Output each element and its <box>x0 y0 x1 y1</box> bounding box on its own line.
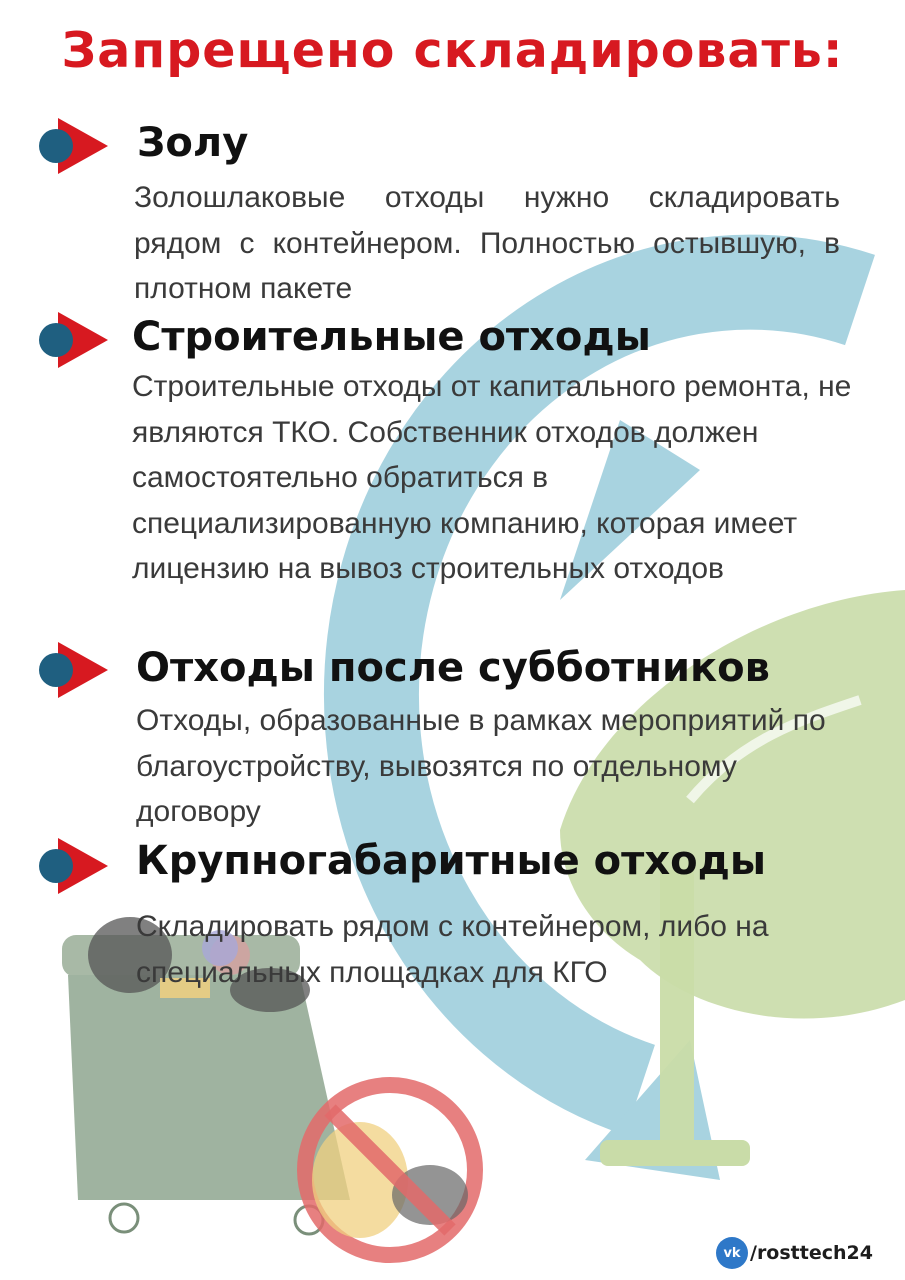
section-heading: Крупногабаритные отходы <box>136 838 767 884</box>
vk-link[interactable] <box>716 1236 873 1270</box>
section-heading: Отходы после субботников <box>136 645 770 691</box>
bullet-arrow-icon <box>38 836 110 896</box>
prohibition-sign-icon <box>305 1085 475 1255</box>
bullet-arrow-icon <box>38 116 110 176</box>
bullet-arrow-icon <box>38 640 110 700</box>
section-text: Строительные отходы от капитального ремонта, не являются ТКО. Собственник отходов должен самостоятельно обратиться в специализированную компанию, которая имеет лицензию на вывоз строительных отходов <box>132 370 852 585</box>
section-heading: Строительные отходы <box>132 314 651 360</box>
social-handle: /rosttech24 <box>750 1242 873 1264</box>
section-text: Золошлаковые отходы нужно складировать рядом с контейнером. Полностью остывшую, в плотном пакете <box>134 181 840 305</box>
section-text: Складировать рядом с контейнером, либо на специальных площадках для КГО <box>136 910 769 989</box>
bullet-arrow-icon <box>38 310 110 370</box>
section-heading: Золу <box>137 120 249 166</box>
vk-icon: vk <box>716 1237 748 1269</box>
section-text: Отходы, образованные в рамках мероприятий по благоустройству, вывозятся по отдельному договору <box>136 704 826 828</box>
page-title: Запрещено складировать: <box>61 22 844 79</box>
